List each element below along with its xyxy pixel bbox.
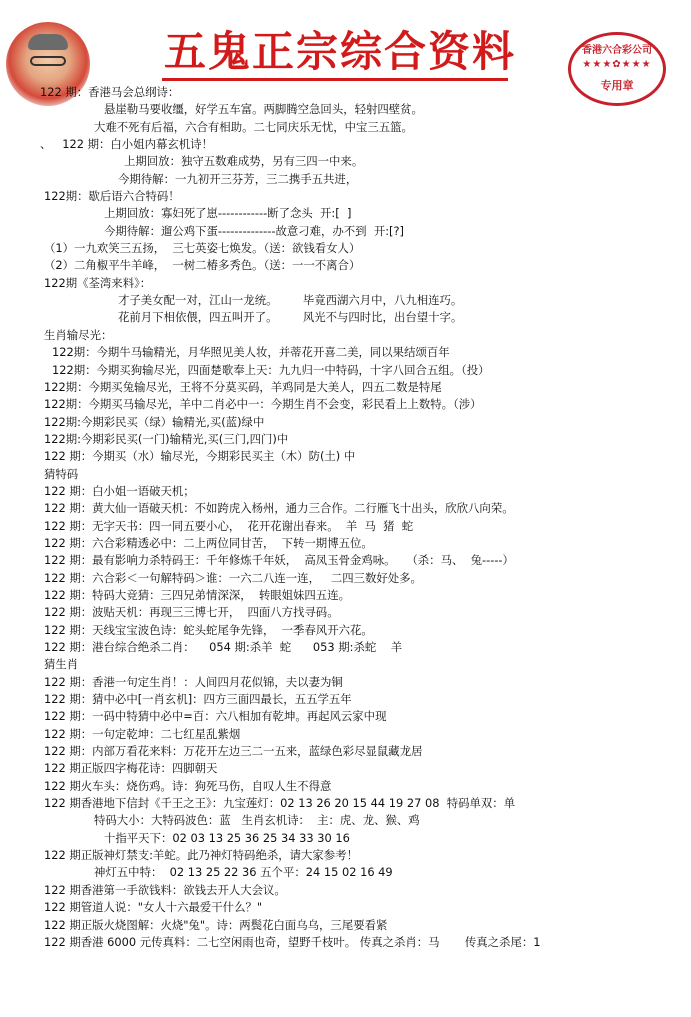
- section-heading: 猜特码: [44, 466, 79, 481]
- text-line: 122 期：天线宝宝波色诗：蛇头蛇尾争先锋， 一季春风开六花。: [44, 622, 373, 637]
- text-line: 122 期：最有影响力杀特码王：千年修炼千年妖， 高凤玉骨金鸡咏。 （杀：马、 兔-----）: [44, 553, 514, 568]
- text-line: （1）一九欢笑三五扬， 三七英姿七焕发。（送：欲钱看女人）: [44, 241, 361, 256]
- text-line: 122 期香港第一手欲钱料：欲钱去开人大会议。: [44, 882, 286, 897]
- text-line: 122 期：香港一句定生肖！：人间四月花似锦，夫以妻为铜: [44, 674, 343, 689]
- text-line: 上期回放：寡妇死了崽------------断了念头 开:[ ]: [104, 206, 352, 221]
- text-line: 122期《荃湾来料》：: [44, 275, 152, 290]
- text-line: 122 期正版神灯禁支:羊蛇。此乃神灯特码绝杀，请大家参考！: [44, 848, 358, 863]
- text-line: 122 期管道人说："女人十六最爱干什么？": [44, 900, 263, 915]
- text-line: 122 期：白小姐一语破天机；: [44, 483, 195, 498]
- text-line: 122 期火车头：烧伤鸡。诗：狗死马伤，自叹人生不得意: [44, 778, 332, 793]
- text-line: 122 期：港台综合绝杀二肖： 054 期:杀羊 蛇 053 期:杀蛇 羊: [44, 640, 403, 654]
- text-line: 122 期：一句定乾坤：二七红星乱紫烟: [44, 726, 241, 741]
- text-line: 生肖输尽光：: [44, 327, 113, 342]
- text-line: 特码大小：大特码波色：蓝 生肖玄机诗： 主：虎、龙、猴、鸡: [94, 813, 420, 828]
- text-line: （2）二角椒平牛羊峰， 一树二椿多秀色。（送：一一不离合）: [44, 258, 361, 273]
- text-line: 122 期正版火烧图解：火烧"兔"。诗：两鬓花白面乌乌，三尾要看紧: [44, 917, 388, 932]
- text-line: 122 期：猜中必中[一肖玄机]：四方三面四最长，五五学五年: [44, 692, 352, 707]
- text-line: 122 期：黄大仙一语破天机：不如跨虎入杨州，通力三合作。二行雁飞十出头，欣欣八向荣。: [44, 501, 514, 516]
- seal-bottom-text: 专用章: [600, 79, 634, 92]
- text-line: 122期：今期买狗输尽光，四面楚歌奉上天：九九归一中特码，十字八回合五组。（投）: [52, 362, 490, 377]
- document-body: [40, 84, 684, 951]
- text-line: 神灯五中特： 02 13 25 22 36 五个平：24 15 02 16 49: [94, 865, 393, 880]
- seal-stars: ★★★✿★★★: [582, 59, 652, 70]
- text-line: 122 期：内部万看花来料：万花开左边三二一五来，蓝绿色彩尽显鼠藏龙居: [44, 744, 423, 759]
- text-line: 122 期：特码大竞猜：三四兄弟情深深， 转眼姐妹四五连。: [44, 587, 350, 602]
- text-line: 122 期：一码中特猜中必中=百：六八相加有乾坤。再起风云家中现: [44, 709, 387, 724]
- text-line: 122期：今期牛马输精光，月华照见美人妆，并蒂花开喜二美，同以果结颂百年: [52, 345, 450, 360]
- text-line: 上期回放：独守五数难成势，另有三四一中来。: [124, 154, 364, 169]
- text-line: 大难不死有后福，六合有相助。二七同庆乐无忧，中宝三五篮。: [94, 119, 413, 134]
- text-line: 122期：今期买兔输尽光，王将不分莫买码，羊鸡同是大美人，四五二数是特尾: [44, 379, 442, 394]
- text-line: 122 期：今期买（水）输尽光，今期彩民买主（木）防(土) 中: [44, 449, 356, 464]
- section-heading: 猜生肖: [44, 657, 79, 672]
- text-line: 花前月下相依偎，四五叫开了。 风光不与四时比，出台望十字。: [118, 310, 463, 325]
- text-line: 才子美女配一对，江山一龙统。 毕竟西湖六月中，八九相连巧。: [118, 293, 463, 308]
- text-line: 122 期：香港马会总纲诗：: [40, 85, 180, 99]
- text-line: 122期:今期彩民买（绿）输精光,买(蓝)绿中: [44, 414, 265, 429]
- text-line: 122期：歇后语六合特码！: [44, 189, 180, 204]
- text-line: 122 期正版四字梅花诗：四脚朝天: [44, 761, 218, 776]
- text-line: 122 期香港 6000 元传真料：二七空闲雨也奇，望野千枝叶。 传真之杀肖：马 传真之杀尾：1: [44, 934, 541, 949]
- seal-ring-text: 香港六合彩公司: [582, 45, 652, 56]
- page-title: 五鬼正宗综合资料: [163, 27, 516, 76]
- text-line: 十指平天下：02 03 13 25 36 25 34 33 30 16: [104, 830, 350, 845]
- text-line: 122期：今期买马输尽光，羊中二肖必中一：今期生肖不会变，彩民看上上数特。（涉）: [44, 397, 482, 412]
- text-line: 今期待解：遛公鸡下蛋--------------故意刁难，办不到 开:[?]: [104, 223, 404, 238]
- avatar-hair: [28, 34, 68, 50]
- text-line: 、 122 期：白小姐内幕玄机诗！: [40, 137, 213, 152]
- text-line: 122 期：六合彩精透必中：二上两位同甘苦， 下转一期博五位。: [44, 535, 373, 550]
- text-line: 122期:今期彩民买(一门)输精光,买(三门,四门)中: [44, 431, 289, 446]
- avatar-glasses: [30, 56, 66, 66]
- text-line: 122 期香港地下信封《千王之王》：九宝莲灯：02 13 26 20 15 44 19 27 08 特码单双：单: [44, 796, 516, 811]
- text-line: 122 期：六合彩＜一句解特码＞谁：一六二八连一连， 二四三数好处多。: [44, 570, 422, 585]
- text-line: 122 期：无字天书：四一同五要小心， 花开花谢出春来。 羊 马 猪 蛇: [44, 518, 414, 533]
- title-underline: [162, 78, 508, 81]
- text-line: 悬崖勒马要收缰，好学五车富。两脚腾空急回头，轻射四壁贫。: [104, 102, 423, 117]
- text-line: 122 期：波贴天机：再现三三博七开， 四面八方找寻码。: [44, 605, 339, 620]
- text-line: 今期待解：一九初开三芬芳，三二携手五共进，: [118, 171, 358, 186]
